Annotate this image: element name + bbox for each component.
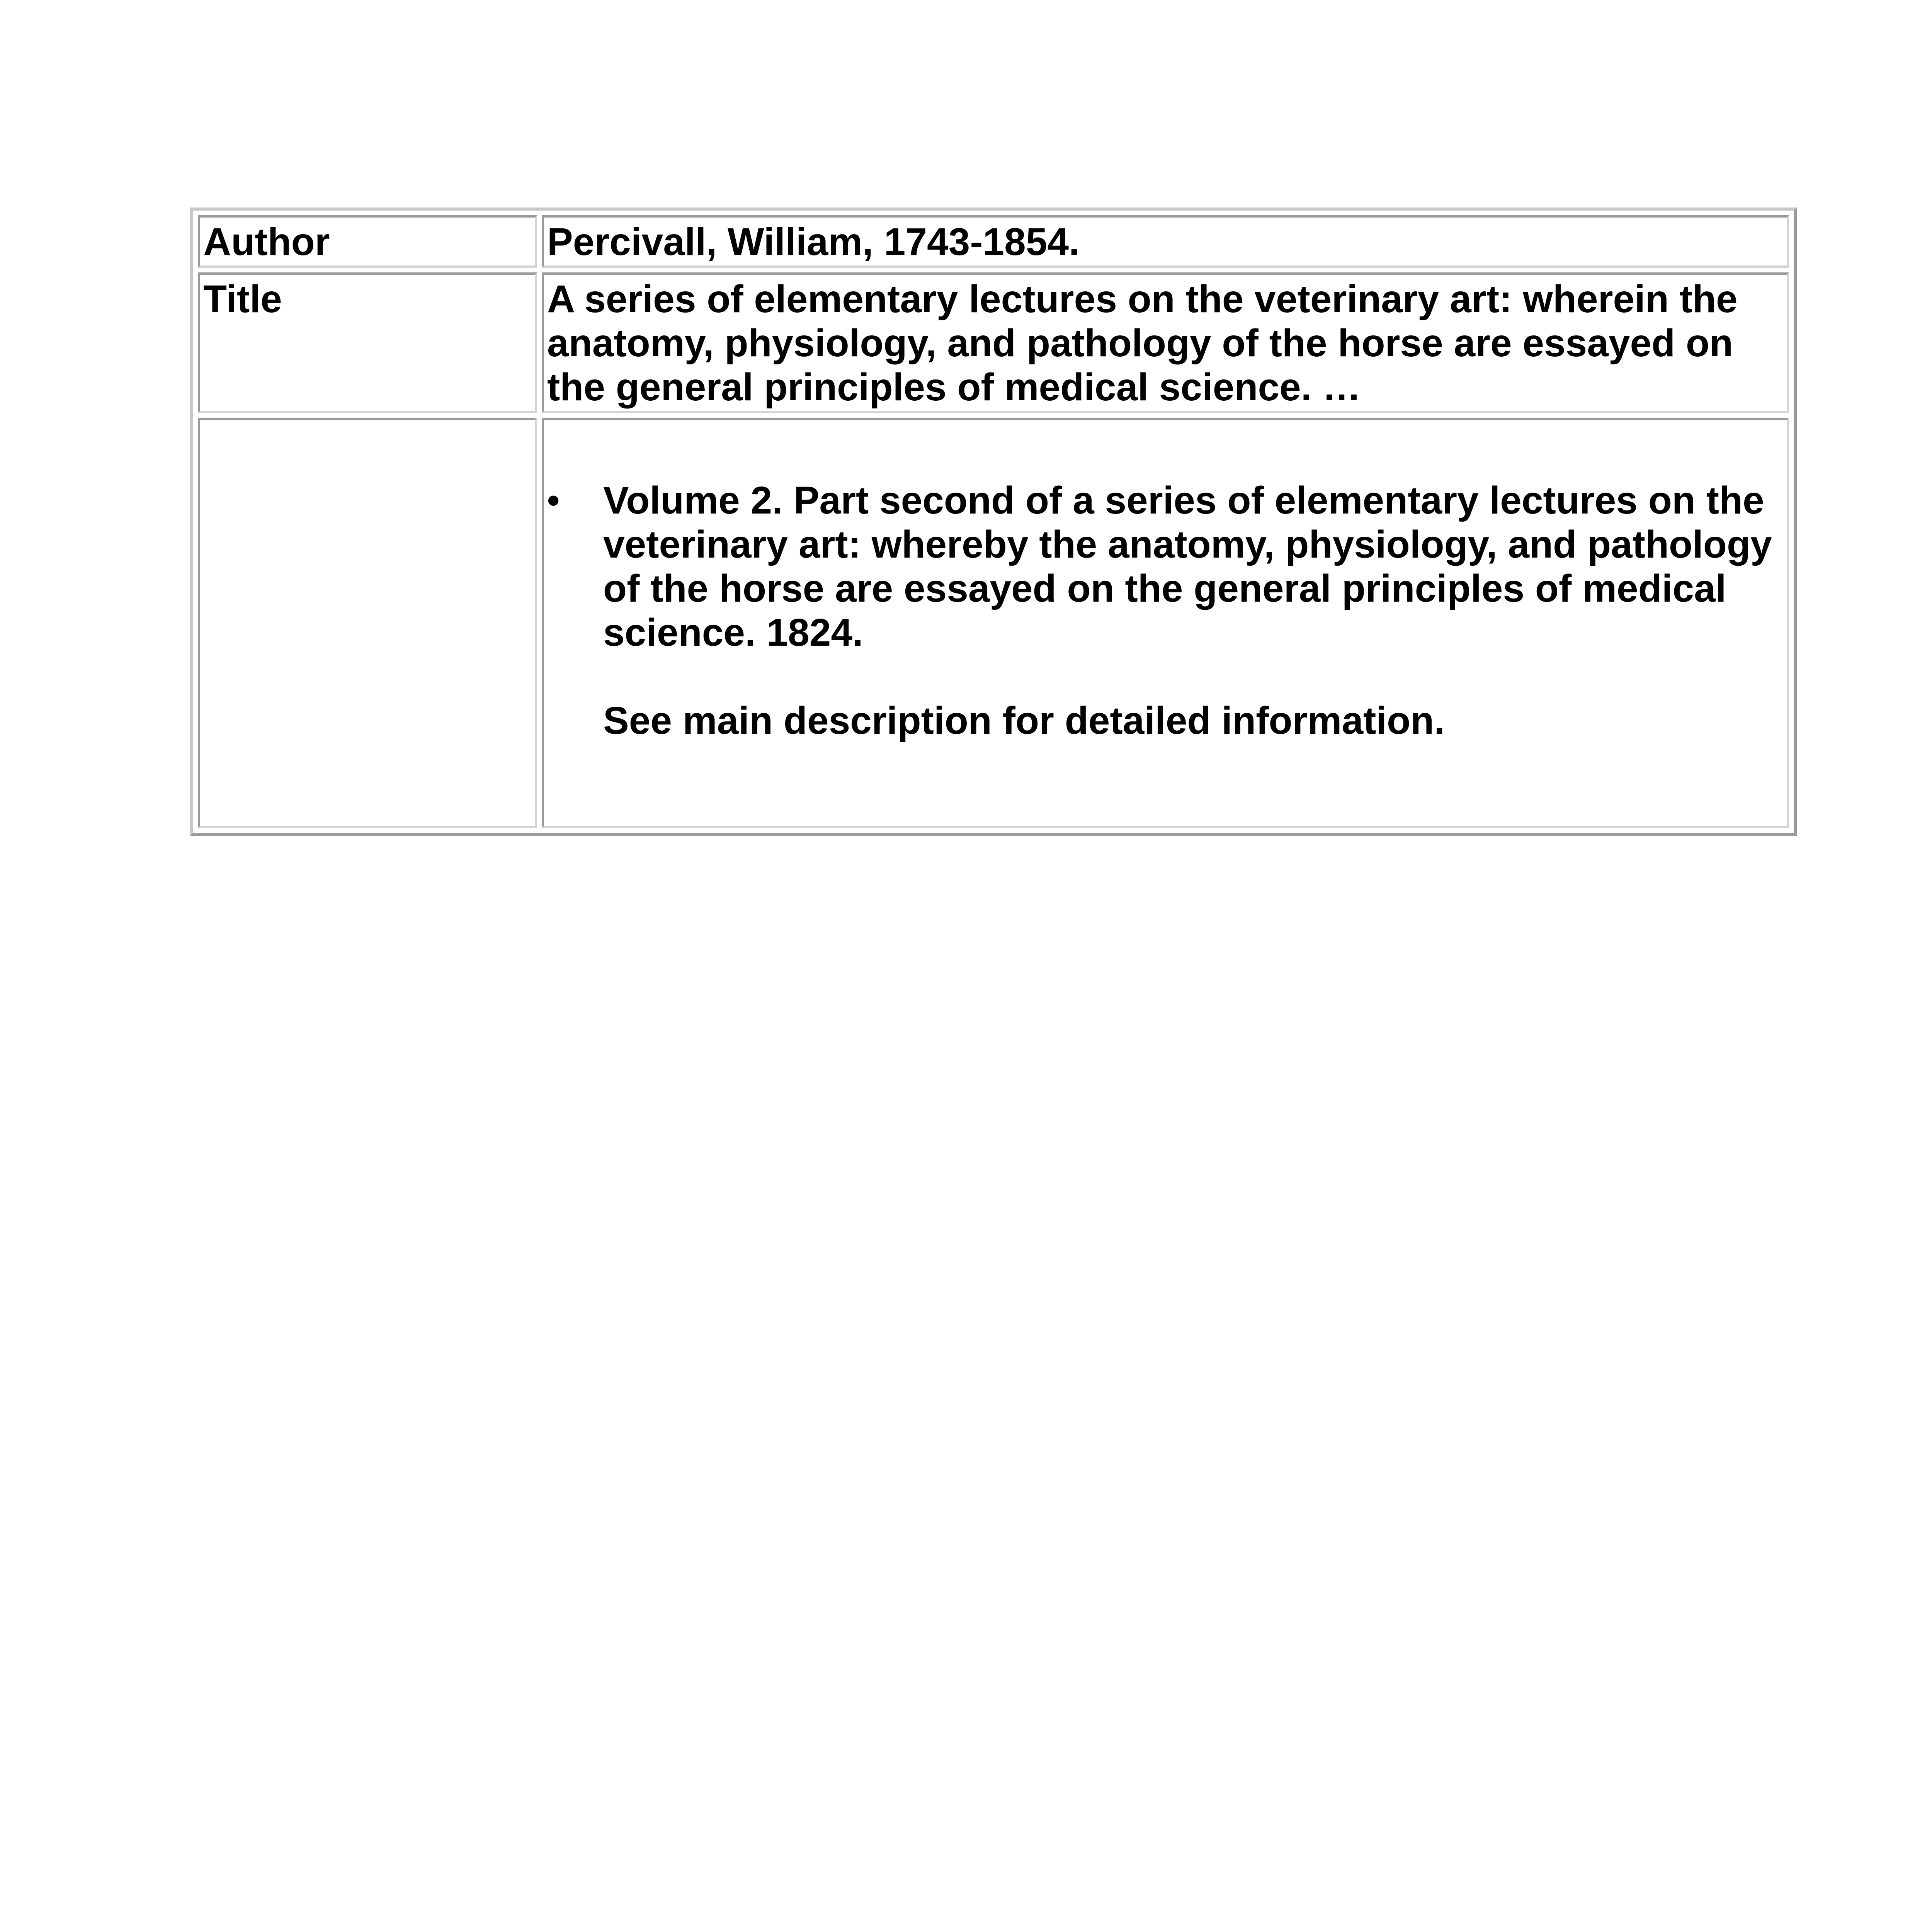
author-label: Author	[203, 220, 330, 264]
volume-note: See main description for detailed information.	[603, 699, 1445, 742]
author-label-cell	[198, 215, 537, 268]
catalog-record-table	[190, 207, 1797, 836]
volumes-label-cell	[198, 418, 537, 828]
volumes-value-cell	[542, 418, 1789, 828]
author-row	[198, 215, 1789, 268]
volumes-row	[198, 418, 1789, 828]
volume-list	[547, 478, 1784, 743]
author-value-cell	[542, 215, 1789, 268]
author-value: Percivall, William, 1743-1854.	[547, 220, 1080, 264]
volume-description: Volume 2. Part second of a series of elementary lectures on the veterinary art: whereby the anatomy, physiology, and pathology of the horse are essayed on the general principles of medical science. 1824.	[603, 479, 1772, 654]
title-label-cell	[198, 272, 537, 413]
title-row	[198, 272, 1789, 413]
bullet-icon: •	[547, 481, 560, 520]
title-value-cell	[542, 272, 1789, 413]
title-label: Title	[203, 277, 282, 321]
title-value: A series of elementary lectures on the veterinary art: wherein the anatomy, physiology, and pathology of the horse are essayed on the general principles of medical science. …	[547, 277, 1738, 409]
volume-list-item	[547, 478, 1784, 743]
